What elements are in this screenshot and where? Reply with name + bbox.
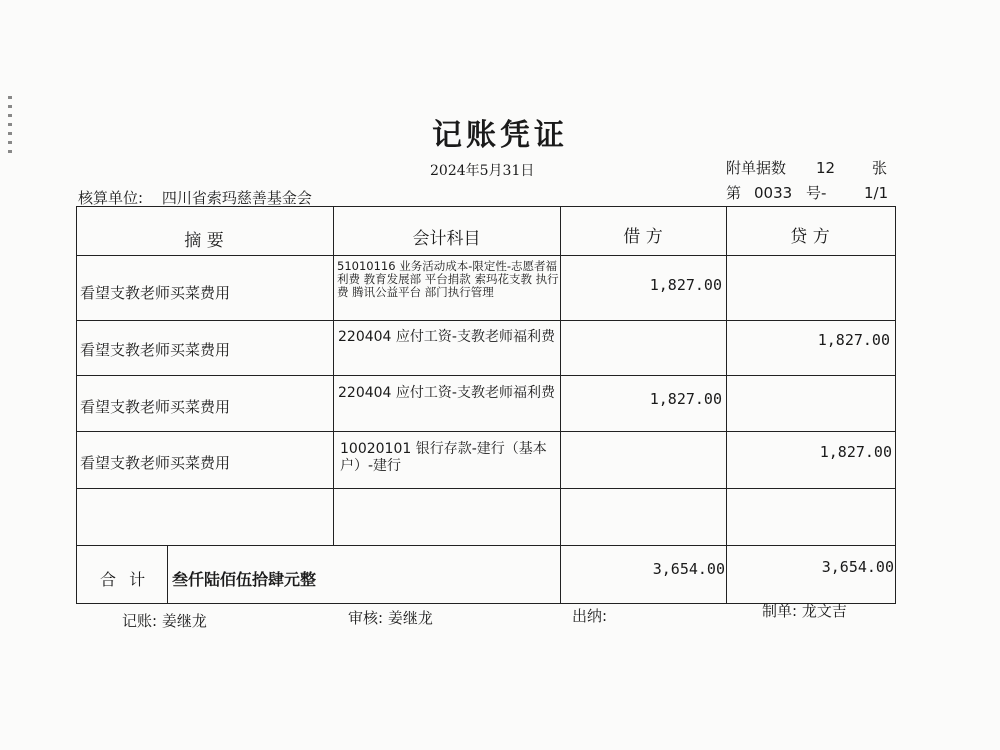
attachment-count xyxy=(726,157,887,178)
row-1-summary: 看望支教老师买菜费用 xyxy=(80,284,231,302)
unit-name: 四川省索玛慈善基金会 xyxy=(161,189,312,207)
header-summary: 摘 要 xyxy=(184,231,224,251)
attachment-number: 12 xyxy=(816,159,836,177)
total-debit: 3,654.00 xyxy=(652,560,725,578)
total-label: 合 计 xyxy=(100,570,150,589)
signature-reviewer: 审核: 姜继龙 xyxy=(348,609,433,627)
header-credit: 贷 方 xyxy=(790,227,830,247)
voucher-prefix: 第 xyxy=(726,184,742,202)
total-amount-words: 叁仟陆佰伍拾肆元整 xyxy=(172,570,317,589)
voucher-page: 1/1 xyxy=(864,184,889,202)
unit-label: 核算单位: xyxy=(78,189,144,207)
attachment-suffix: 张 xyxy=(872,159,888,177)
row-3-account: 220404 应付工资-支教老师福利费 xyxy=(338,385,555,401)
signature-preparer: 制单: 龙文吉 xyxy=(762,602,847,620)
row-4-credit: 1,827.00 xyxy=(819,443,892,461)
row-3-debit: 1,827.00 xyxy=(649,390,722,408)
attachment-label: 附单据数 xyxy=(726,159,787,177)
row-1-debit: 1,827.00 xyxy=(649,276,722,294)
row-1-account: 51010116 业务活动成本-限定性-志愿者福利费 教育发展部 平台捐款 索玛花支教 执行费 腾讯公益平台 部门执行管理 xyxy=(337,259,559,299)
signature-cashier: 出纳: xyxy=(572,607,608,625)
row-4-summary: 看望支教老师买菜费用 xyxy=(80,454,231,472)
row-3-summary: 看望支教老师买菜费用 xyxy=(80,398,231,416)
row-4-account: 10020101 银行存款-建行（基本户）-建行 xyxy=(340,441,547,474)
voucher-number xyxy=(726,182,888,203)
row-2-credit: 1,827.00 xyxy=(817,331,890,349)
total-credit: 3,654.00 xyxy=(821,558,894,576)
voucher-title: 记账凭证 xyxy=(432,118,568,153)
voucher-suffix: 号- xyxy=(806,184,827,202)
voucher-no: 0033 xyxy=(754,184,793,202)
voucher-date: 2024年5月31日 xyxy=(430,163,535,179)
signature-bookkeeper: 记账: 姜继龙 xyxy=(122,612,207,630)
row-2-summary: 看望支教老师买菜费用 xyxy=(80,341,231,359)
accounting-unit xyxy=(78,187,312,208)
header-debit: 借 方 xyxy=(623,227,663,247)
row-2-account: 220404 应付工资-支教老师福利费 xyxy=(338,329,555,345)
header-account: 会计科目 xyxy=(412,229,481,249)
